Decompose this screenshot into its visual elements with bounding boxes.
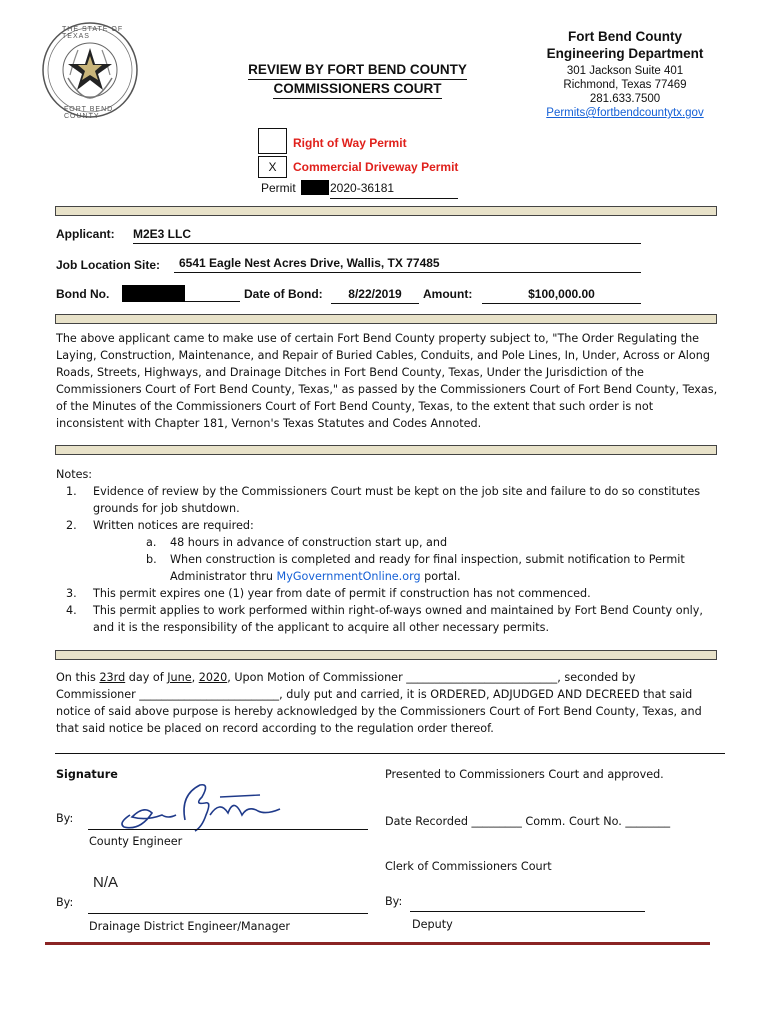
order-line-2: Commissioner _________________________, duly put and carried, it is ORDERED, ADJUDGED AND DECREED that said (56, 688, 693, 701)
mygovernmentonline-link[interactable]: MyGovernmentOnline.org (276, 570, 421, 583)
note-2b-post: portal. (420, 570, 461, 583)
date-recorded-text: Date Recorded _________ Comm. Court No. ________ (385, 815, 671, 828)
section-divider-3 (55, 445, 717, 455)
order-line-1 (56, 669, 736, 686)
note-4-line-1: This permit applies to work performed within right-of-ways owned and maintained by Fort Bend County only, (93, 604, 703, 617)
intro-line: of the Minutes of the Commissioners Court of Fort Bend County, Texas, to the extent that such order is not (56, 400, 654, 413)
date-of-bond-label: Date of Bond: (244, 287, 323, 301)
right-of-way-label: Right of Way Permit (293, 136, 407, 150)
note-1-line-1: Evidence of review by the Commissioners Court must be kept on the job site and failure to do so constitutes (93, 485, 701, 498)
note-1-line-2: grounds for job shutdown. (93, 502, 240, 515)
bond-redaction (122, 285, 185, 302)
note-2b-pre: Administrator thru (170, 570, 277, 583)
date-of-bond-value: 8/22/2019 (331, 287, 419, 304)
bond-label: Bond No. (56, 287, 110, 301)
note-4-line-2: and it is the responsibility of the applicant to acquire all other necessary permits. (93, 621, 549, 634)
signature-divider (55, 753, 725, 754)
note-number: 1. (66, 485, 77, 498)
applicant-value: M2E3 LLC (133, 227, 641, 244)
order-line-3: notice of said above purpose is hereby acknowledged by the Commissioners Court of Fort Bend County, Texas, and (56, 705, 702, 718)
order-text: , Upon Motion of Commissioner ___________________________, seconded by (227, 671, 636, 684)
county-engineer-line (88, 829, 368, 830)
handwritten-signature (110, 775, 290, 835)
title-line-1: REVIEW BY FORT BEND COUNTY (248, 61, 467, 80)
notes-section (56, 466, 736, 646)
by-label-3: By: (385, 895, 403, 908)
job-location-label: Job Location Site: (56, 258, 161, 272)
title-line-2: COMMISSIONERS COURT (273, 80, 441, 99)
drainage-line (88, 913, 368, 914)
note-number: 3. (66, 587, 77, 600)
note-2a-text: 48 hours in advance of construction start up, and (170, 536, 448, 549)
section-divider-2 (55, 314, 717, 324)
order-paragraph (56, 669, 736, 737)
order-day: 23rd (99, 671, 126, 684)
order-text: day of (125, 671, 168, 684)
section-divider-1 (55, 206, 717, 216)
note-2b-line-2 (170, 568, 461, 585)
by-label-2: By: (56, 896, 74, 909)
order-line-4: that said notice be placed on record according to the regulation order thereof. (56, 722, 494, 735)
bond-line (185, 287, 240, 302)
job-location-value: 6541 Eagle Nest Acres Drive, Wallis, TX 77485 (174, 256, 641, 273)
permit-number: 2020-36181 (330, 181, 458, 199)
note-2-line-1: Written notices are required: (93, 519, 254, 532)
dept-name: Fort Bend County (568, 29, 682, 44)
department-block (525, 29, 725, 120)
note-number: 2. (66, 519, 77, 532)
note-sub-letter: b. (146, 553, 157, 566)
intro-line: Laying, Construction, Maintenance, and Repair of Buried Cables, Conduits, and Pole Lines, In, Under, Across or Along (56, 349, 710, 362)
intro-line: inconsistent with Chapter 181, Vernon's Texas Statutes and Codes Annoted. (56, 417, 482, 430)
intro-line: The above applicant came to make use of certain Fort Bend County property subject to, "The Order Regulating the (56, 332, 700, 345)
seal-top-text: THE STATE OF TEXAS (62, 26, 124, 40)
applicant-label: Applicant: (56, 227, 115, 241)
county-seal (40, 20, 140, 120)
order-year: 2020 (198, 671, 228, 684)
note-2b-line-1: When construction is completed and ready for final inspection, submit notification to Permit (170, 553, 685, 566)
deputy-line (410, 911, 645, 912)
address-line-1: 301 Jackson Suite 401 (566, 65, 684, 77)
email-link[interactable]: Permits@fortbendcountytx.gov (546, 107, 704, 119)
bottom-rule (45, 942, 710, 945)
amount-label: Amount: (423, 287, 473, 301)
signature-heading: Signature (56, 768, 118, 781)
phone: 281.633.7500 (589, 93, 661, 105)
checkbox-commercial-driveway[interactable]: X (258, 156, 287, 178)
by-label-1: By: (56, 812, 74, 825)
intro-line: Commissioners Court of Fort Bend County, Texas," as passed by the Commissioners Court of Fort Bend County, Texas, (56, 383, 718, 396)
intro-paragraph (56, 330, 726, 432)
clerk-text: Clerk of Commissioners Court (385, 860, 552, 873)
presented-text: Presented to Commissioners Court and approved. (385, 768, 664, 781)
order-text: On this (56, 671, 100, 684)
commercial-driveway-label: Commercial Driveway Permit (293, 160, 459, 174)
order-month: June (167, 671, 192, 684)
amount-value: $100,000.00 (482, 287, 641, 304)
seal-bottom-text: FORT BEND COUNTY (64, 106, 114, 120)
section-divider-4 (55, 650, 717, 660)
dept-sub: Engineering Department (546, 46, 704, 61)
intro-line: Roads, Streets, Highways, and Drainage Ditches in Fort Bend County, Texas, Under the Jurisdiction of the (56, 366, 644, 379)
note-3-text: This permit expires one (1) year from date of permit if construction has not commenced. (93, 587, 591, 600)
deputy-label: Deputy (412, 918, 453, 931)
note-sub-letter: a. (146, 536, 157, 549)
na-text: N/A (93, 874, 119, 891)
checkbox-right-of-way[interactable] (258, 128, 287, 154)
note-number: 4. (66, 604, 77, 617)
order-text: , (191, 671, 199, 684)
drainage-label: Drainage District Engineer/Manager (89, 920, 291, 933)
permit-label: Permit (261, 181, 296, 195)
notes-heading: Notes: (56, 468, 93, 481)
county-engineer-label: County Engineer (89, 835, 183, 848)
permit-redaction (301, 180, 329, 195)
page-title (230, 61, 485, 99)
address-line-2: Richmond, Texas 77469 (563, 79, 687, 91)
